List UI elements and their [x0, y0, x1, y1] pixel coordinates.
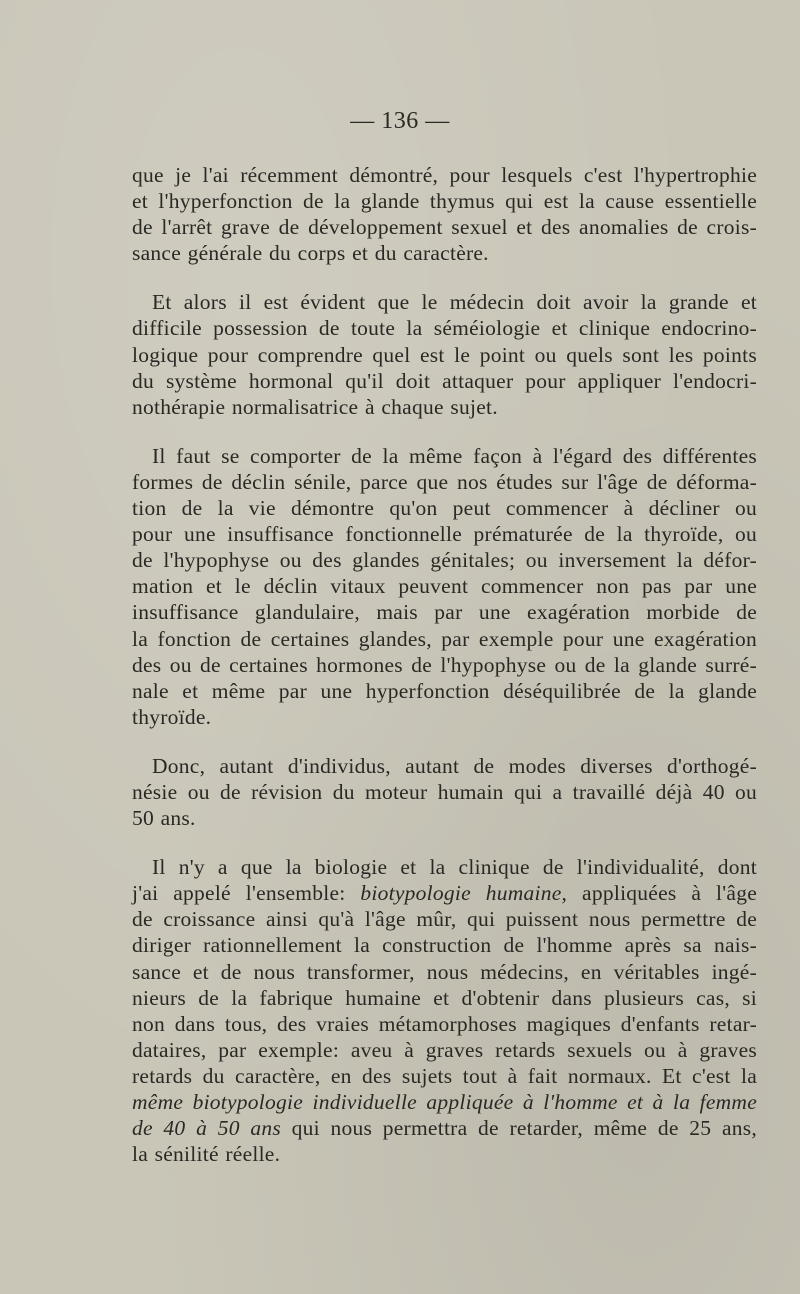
text-line: Donc, autant d'individus, autant de modes diverses d'orthogé-	[152, 753, 757, 778]
text-line: insuffisance glandulaire, mais par une exagération morbide de	[132, 600, 757, 625]
text-line: nale et même par une hyperfonction déséquilibrée de la glande	[132, 678, 757, 703]
text-line: difficile possession de toute la séméiologie et clinique endocrino-	[132, 316, 757, 341]
text-line: tion de la vie démontre qu'on peut commencer à décliner ou	[132, 496, 757, 521]
text-line: formes de déclin sénile, parce que nos études sur l'âge de déforma-	[132, 469, 757, 494]
italic-phrase: de 40 à 50 ans	[132, 1116, 281, 1141]
text-line: nieurs de la fabrique humaine et d'obtenir dans plusieurs cas, si	[132, 985, 757, 1010]
text-line: de 40 à 50 ans qui nous permettra de retarder, même de 25 ans,	[132, 1116, 757, 1141]
text-line: sance générale du corps et du caractère.	[132, 241, 489, 266]
text-line: mation et le déclin vitaux peuvent commencer non pas par une	[132, 574, 757, 599]
text-line: Il n'y a que la biologie et la clinique de l'individualité, dont	[152, 855, 757, 880]
text-line: Et alors il est évident que le médecin doit avoir la grande et	[152, 290, 757, 315]
text-line: la sénilité réelle.	[132, 1142, 281, 1167]
body-text	[132, 162, 757, 1190]
paragraph-5	[132, 854, 757, 1167]
text-line: retards du caractère, en des sujets tout à fait normaux. Et c'est la	[132, 1063, 757, 1088]
text-line: de l'arrêt grave de développement sexuel et des anomalies de crois-	[132, 215, 757, 240]
text-line: de l'hypophyse ou des glandes génitales; ou inversement la défor-	[132, 548, 757, 573]
text-line: Il faut se comporter de la même façon à l'égard des différentes	[152, 443, 757, 468]
text-line: dataires, par exemple: aveu à graves retards sexuels ou à graves	[132, 1037, 757, 1062]
italic-phrase: même biotypologie individuelle appliquée à l'homme et à la femme	[132, 1090, 757, 1114]
text-line: 50 ans.	[132, 806, 196, 831]
text-line: diriger rationnellement la construction de l'homme après sa nais-	[132, 933, 757, 958]
page-number: — 136 —	[350, 108, 450, 134]
paragraph-2	[132, 289, 757, 419]
text-line: que je l'ai récemment démontré, pour lesquels c'est l'hypertrophie	[132, 163, 757, 187]
paragraph-4	[132, 753, 757, 831]
text-line: non dans tous, des vraies métamorphoses magiques d'enfants retar-	[132, 1011, 757, 1036]
text-line: la fonction de certaines glandes, par exemple pour une exagération	[132, 626, 757, 651]
text-line: sance et de nous transformer, nous médecins, en véritables ingé-	[132, 959, 757, 984]
text-line: nothérapie normalisatrice à chaque sujet.	[132, 394, 498, 419]
text-line: du système hormonal qu'il doit attaquer pour appliquer l'endocri-	[132, 368, 757, 393]
italic-phrase: biotypologie humaine	[360, 881, 562, 906]
text-line: thyroïde.	[132, 704, 212, 729]
paragraph-1	[132, 162, 757, 266]
text-line	[132, 1089, 757, 1115]
text-line: des ou de certaines hormones de l'hypophyse ou de la glande surré-	[132, 652, 757, 677]
text-line: j'ai appelé l'ensemble: biotypologie humaine, appliquées à l'âge	[132, 881, 757, 906]
text-line: nésie ou de révision du moteur humain qui a travaillé déjà 40 ou	[132, 779, 757, 804]
text-line: pour une insuffisance fonctionnelle prématurée de la thyroïde, ou	[132, 522, 757, 547]
paragraph-3	[132, 443, 757, 730]
text-line: logique pour comprendre quel est le point ou quels sont les points	[132, 342, 757, 367]
text-line: de croissance ainsi qu'à l'âge mûr, qui puissent nous permettre de	[132, 907, 757, 932]
text-line: et l'hyperfonction de la glande thymus qui est la cause essentielle	[132, 189, 757, 214]
